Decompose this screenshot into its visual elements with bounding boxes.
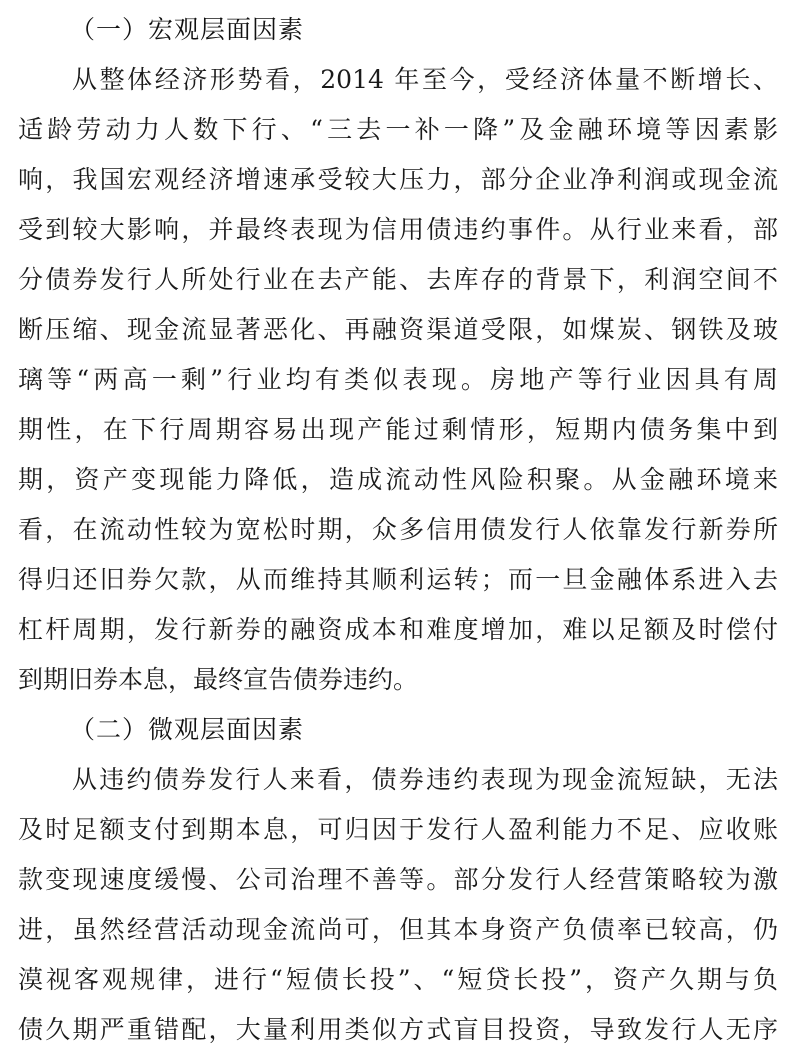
text-line: 响，我国宏观经济增速承受较大压力，部分企业净利润或现金流 xyxy=(18,165,778,194)
paragraph-macro xyxy=(18,55,778,705)
section-heading-micro: （二）微观层面因素 xyxy=(70,715,305,744)
text-line: 从违约债券发行人来看，债券违约表现为现金流短缺，无法 xyxy=(72,765,778,794)
text-line: 债久期严重错配，大量利用类似方式盲目投资，导致发行人无序 xyxy=(18,1015,778,1044)
text-line: 期性，在下行周期容易出现产能过剩情形，短期内债务集中到 xyxy=(18,415,778,444)
text-line: 漠视客观规律，进行“短债长投”、“短贷长投”，资产久期与负 xyxy=(18,965,778,994)
text-line: 断压缩、现金流显著恶化、再融资渠道受限，如煤炭、钢铁及玻 xyxy=(18,315,778,344)
paragraph-micro xyxy=(18,755,778,1055)
text-line: 从整体经济形势看，2014 年至今，受经济体量不断增长、 xyxy=(72,65,778,94)
document-page xyxy=(18,5,778,1055)
text-line: 适龄劳动力人数下行、“三去一补一降”及金融环境等因素影 xyxy=(18,115,778,144)
text-line: 杠杆周期，发行新券的融资成本和难度增加，难以足额及时偿付 xyxy=(18,615,778,644)
text-line: 看，在流动性较为宽松时期，众多信用债发行人依靠发行新券所 xyxy=(18,515,778,544)
text-line: 进，虽然经营活动现金流尚可，但其本身资产负债率已较高，仍 xyxy=(18,915,778,944)
text-line: 得归还旧券欠款，从而维持其顺利运转；而一旦金融体系进入去 xyxy=(18,565,778,594)
text-line: 款变现速度缓慢、公司治理不善等。部分发行人经营策略较为激 xyxy=(18,865,778,894)
text-line: 及时足额支付到期本息，可归因于发行人盈利能力不足、应收账 xyxy=(18,815,778,844)
text-line: 期，资产变现能力降低，造成流动性风险积聚。从金融环境来 xyxy=(18,465,778,494)
text-line: 分债券发行人所处行业在去产能、去库存的背景下，利润空间不 xyxy=(18,265,778,294)
section-heading-macro: （一）宏观层面因素 xyxy=(70,15,305,44)
text-line: 到期旧券本息，最终宣告债券违约。 xyxy=(18,665,419,694)
text-line: 受到较大影响，并最终表现为信用债违约事件。从行业来看，部 xyxy=(18,215,778,244)
text-line: 璃等“两高一剩”行业均有类似表现。房地产等行业因具有周 xyxy=(18,365,778,394)
